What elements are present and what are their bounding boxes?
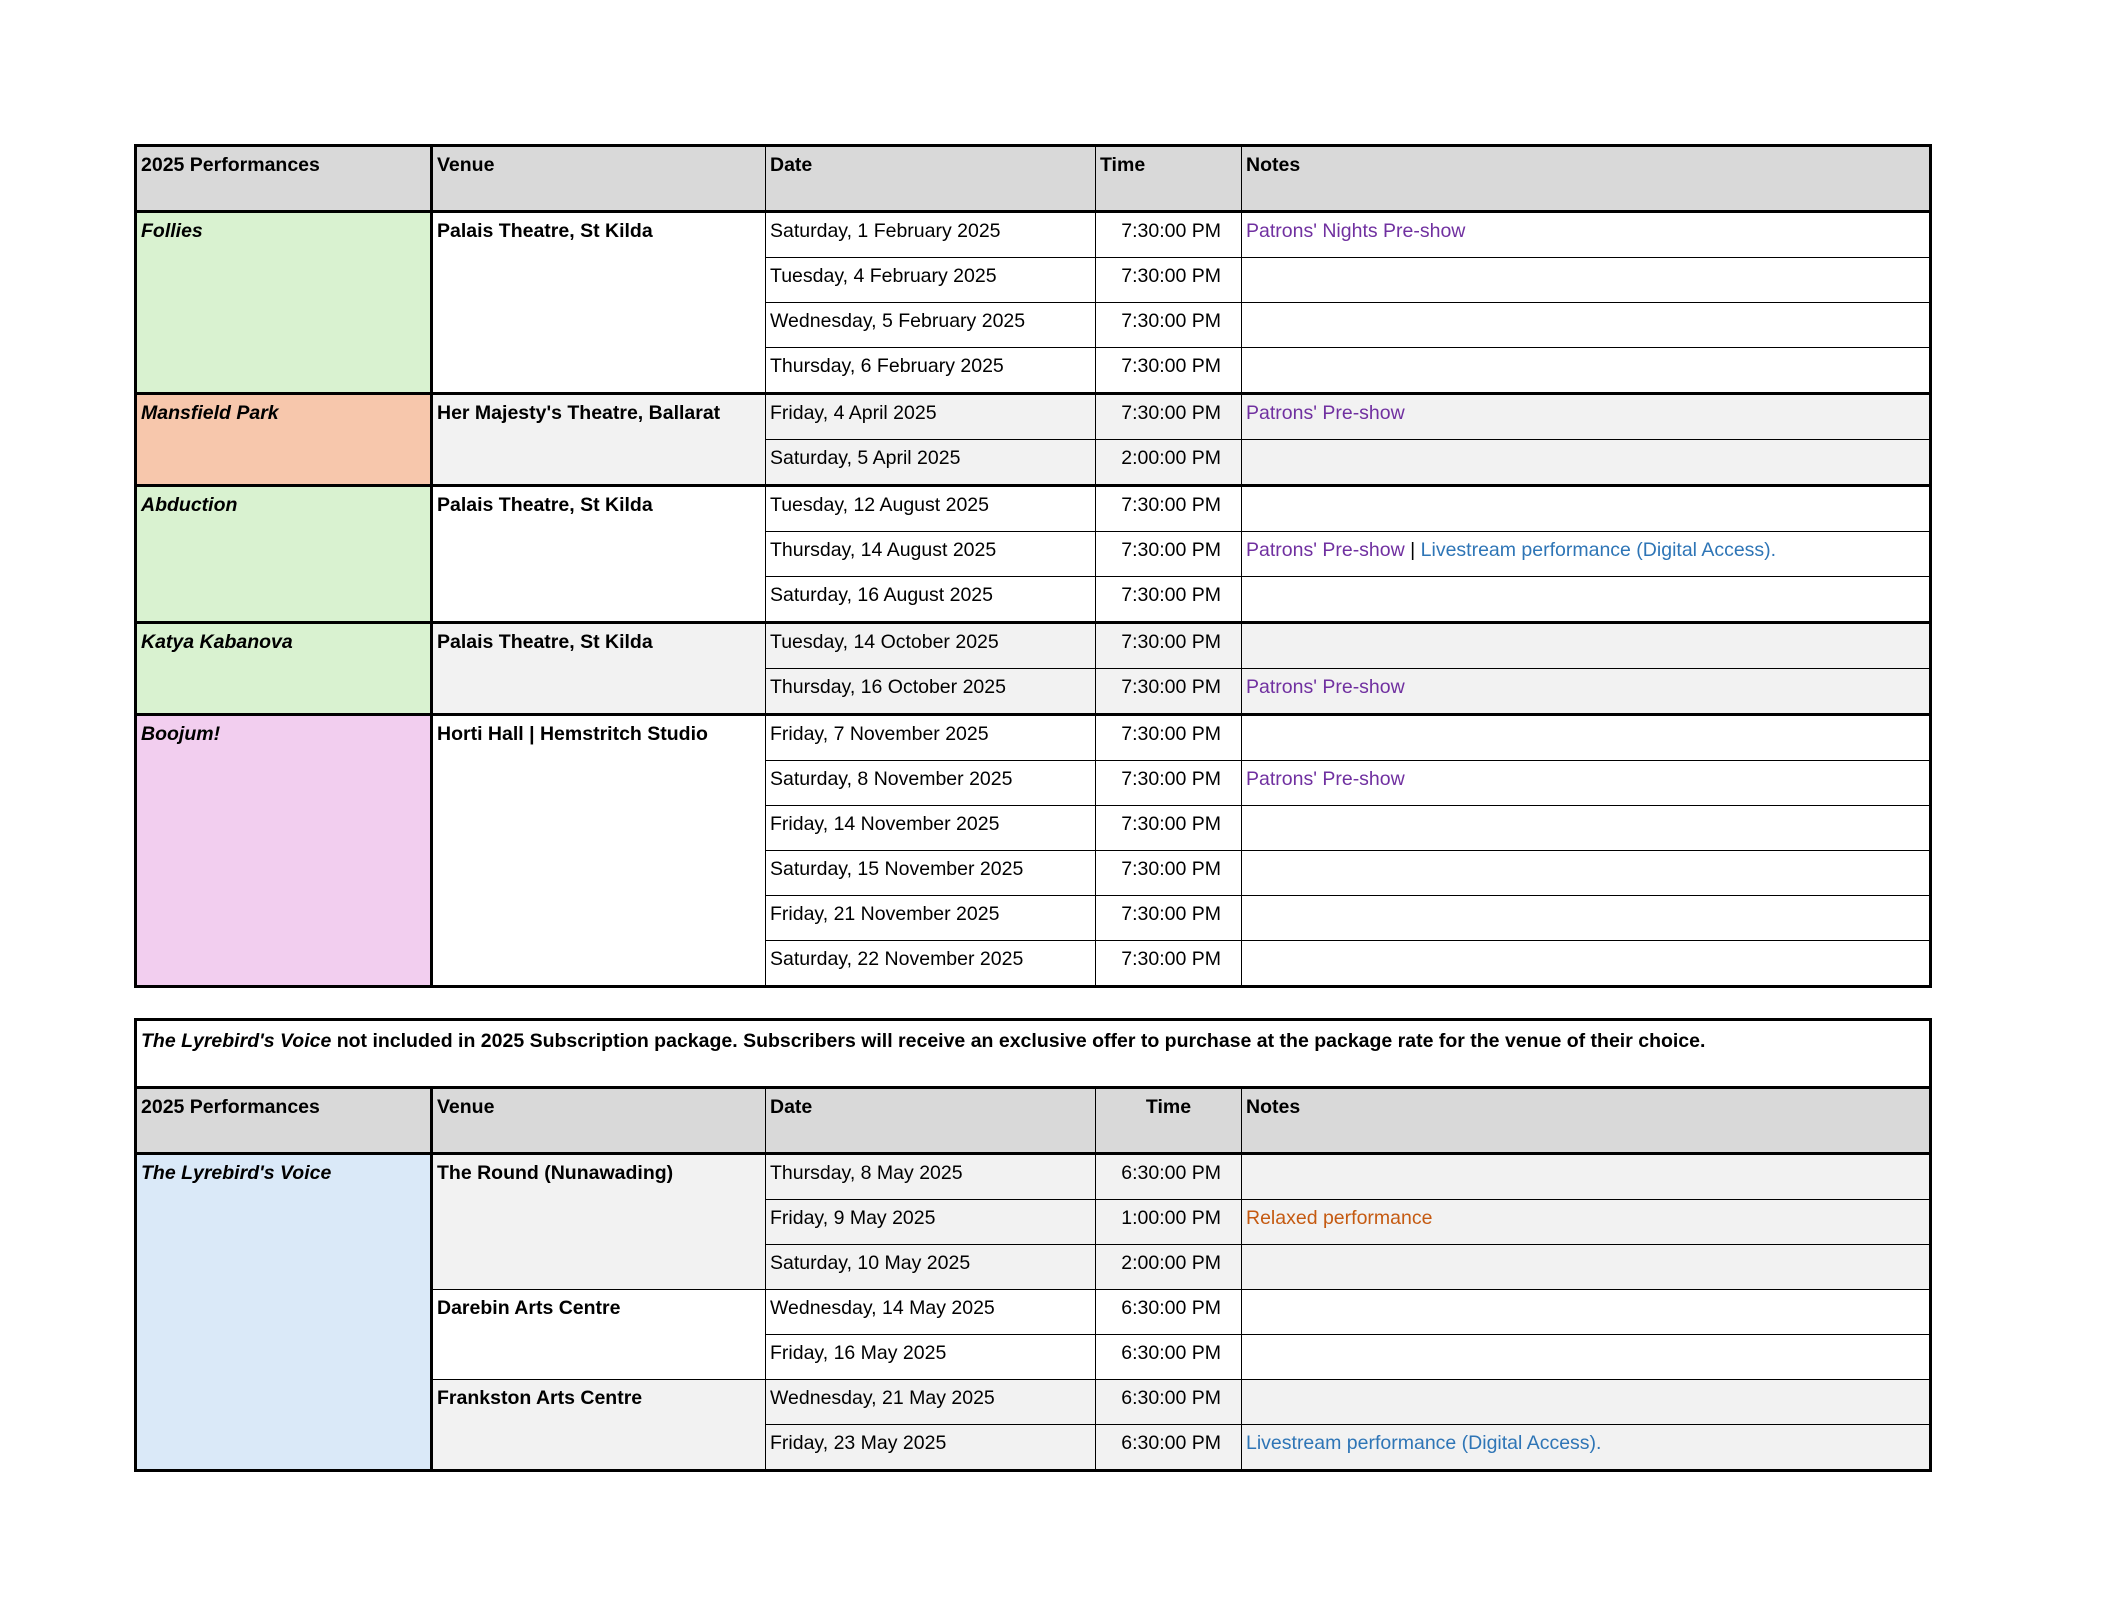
notes-cell: [1242, 851, 1931, 896]
time-cell: 7:30:00 PM: [1096, 715, 1242, 761]
production-title: Abduction: [136, 486, 432, 623]
time-cell: 6:30:00 PM: [1096, 1380, 1242, 1425]
header-production: 2025 Performances: [136, 146, 432, 212]
notes-cell: [1242, 806, 1931, 851]
table-header-row: [136, 1088, 1931, 1154]
time-cell: 7:30:00 PM: [1096, 577, 1242, 623]
date-cell: Tuesday, 4 February 2025: [766, 258, 1096, 303]
notes-cell: [1242, 669, 1931, 715]
date-cell: Saturday, 22 November 2025: [766, 941, 1096, 987]
patrons-note: Patrons' Pre-show: [1246, 539, 1405, 561]
notes-cell: [1242, 1154, 1931, 1200]
livestream-note: Livestream performance (Digital Access).: [1246, 1432, 1602, 1454]
time-cell: 7:30:00 PM: [1096, 669, 1242, 715]
time-cell: 1:00:00 PM: [1096, 1200, 1242, 1245]
production-title: Follies: [136, 212, 432, 394]
time-cell: 7:30:00 PM: [1096, 394, 1242, 440]
time-cell: 7:30:00 PM: [1096, 896, 1242, 941]
time-cell: 7:30:00 PM: [1096, 851, 1242, 896]
patrons-note: Patrons' Nights Pre-show: [1246, 220, 1466, 242]
notes-cell: [1242, 623, 1931, 669]
date-cell: Friday, 23 May 2025: [766, 1425, 1096, 1471]
header-production: 2025 Performances: [136, 1088, 432, 1154]
date-cell: Friday, 14 November 2025: [766, 806, 1096, 851]
date-cell: Saturday, 8 November 2025: [766, 761, 1096, 806]
venue-name: Frankston Arts Centre: [432, 1380, 766, 1471]
notes-cell: [1242, 212, 1931, 258]
subscription-note-text: not included in 2025 Subscription package. Subscribers will receive an exclusive offer to purchase at the package rate for the venue of their choice.: [331, 1030, 1706, 1052]
table-header-row: [136, 146, 1931, 212]
production-title: The Lyrebird's Voice: [136, 1154, 432, 1471]
date-cell: Saturday, 15 November 2025: [766, 851, 1096, 896]
subscription-note-title: The Lyrebird's Voice: [141, 1030, 332, 1052]
relaxed-note: Relaxed performance: [1246, 1207, 1433, 1229]
table-row: [136, 623, 1931, 669]
time-cell: 2:00:00 PM: [1096, 1245, 1242, 1290]
venue-name: Palais Theatre, St Kilda: [432, 486, 766, 623]
notes-cell: [1242, 394, 1931, 440]
notes-cell: [1242, 941, 1931, 987]
notes-cell: [1242, 577, 1931, 623]
date-cell: Wednesday, 5 February 2025: [766, 303, 1096, 348]
time-cell: 7:30:00 PM: [1096, 212, 1242, 258]
time-cell: 6:30:00 PM: [1096, 1335, 1242, 1380]
date-cell: Thursday, 8 May 2025: [766, 1154, 1096, 1200]
lyrebird-table: [134, 1018, 1932, 1472]
header-time: Time: [1096, 1088, 1242, 1154]
lyrebird-table-body: [136, 1020, 1931, 1471]
header-notes: Notes: [1242, 1088, 1931, 1154]
time-cell: 7:30:00 PM: [1096, 348, 1242, 394]
patrons-note: Patrons' Pre-show: [1246, 676, 1405, 698]
date-cell: Thursday, 16 October 2025: [766, 669, 1096, 715]
venue-name: Palais Theatre, St Kilda: [432, 212, 766, 394]
patrons-note: Patrons' Pre-show: [1246, 768, 1405, 790]
date-cell: Tuesday, 12 August 2025: [766, 486, 1096, 532]
date-cell: Thursday, 6 February 2025: [766, 348, 1096, 394]
notes-cell: [1242, 1200, 1931, 1245]
time-cell: 7:30:00 PM: [1096, 806, 1242, 851]
header-notes: Notes: [1242, 146, 1931, 212]
notes-cell: [1242, 532, 1931, 577]
time-cell: 7:30:00 PM: [1096, 941, 1242, 987]
time-cell: 2:00:00 PM: [1096, 440, 1242, 486]
performances-table-body: [136, 146, 1931, 987]
notes-cell: [1242, 715, 1931, 761]
date-cell: Saturday, 1 February 2025: [766, 212, 1096, 258]
header-venue: Venue: [432, 1088, 766, 1154]
table-row: [136, 1154, 1931, 1200]
time-cell: 6:30:00 PM: [1096, 1154, 1242, 1200]
time-cell: 7:30:00 PM: [1096, 486, 1242, 532]
notes-cell: [1242, 303, 1931, 348]
table-row: [136, 212, 1931, 258]
subscription-note-row: [136, 1020, 1931, 1088]
date-cell: Friday, 21 November 2025: [766, 896, 1096, 941]
date-cell: Saturday, 10 May 2025: [766, 1245, 1096, 1290]
date-cell: Thursday, 14 August 2025: [766, 532, 1096, 577]
notes-cell: [1242, 440, 1931, 486]
time-cell: 7:30:00 PM: [1096, 761, 1242, 806]
notes-cell: [1242, 486, 1931, 532]
time-cell: 7:30:00 PM: [1096, 258, 1242, 303]
header-time: Time: [1096, 146, 1242, 212]
venue-name: Palais Theatre, St Kilda: [432, 623, 766, 715]
production-title: Katya Kabanova: [136, 623, 432, 715]
table-row: [136, 486, 1931, 532]
table-row: [136, 394, 1931, 440]
subscription-note: [136, 1020, 1931, 1088]
table-row: [136, 715, 1931, 761]
header-date: Date: [766, 146, 1096, 212]
time-cell: 7:30:00 PM: [1096, 623, 1242, 669]
notes-cell: [1242, 1245, 1931, 1290]
time-cell: 6:30:00 PM: [1096, 1425, 1242, 1471]
notes-cell: [1242, 1290, 1931, 1335]
date-cell: Wednesday, 21 May 2025: [766, 1380, 1096, 1425]
venue-name: Darebin Arts Centre: [432, 1290, 766, 1380]
note-separator: |: [1410, 539, 1416, 561]
header-date: Date: [766, 1088, 1096, 1154]
date-cell: Friday, 7 November 2025: [766, 715, 1096, 761]
venue-name: The Round (Nunawading): [432, 1154, 766, 1290]
notes-cell: [1242, 348, 1931, 394]
notes-cell: [1242, 761, 1931, 806]
date-cell: Friday, 4 April 2025: [766, 394, 1096, 440]
date-cell: Saturday, 16 August 2025: [766, 577, 1096, 623]
time-cell: 6:30:00 PM: [1096, 1290, 1242, 1335]
performances-table: [134, 144, 1932, 988]
date-cell: Friday, 9 May 2025: [766, 1200, 1096, 1245]
header-venue: Venue: [432, 146, 766, 212]
production-title: Mansfield Park: [136, 394, 432, 486]
livestream-note: Livestream performance (Digital Access).: [1420, 539, 1777, 561]
date-cell: Tuesday, 14 October 2025: [766, 623, 1096, 669]
notes-cell: [1242, 1335, 1931, 1380]
notes-cell: [1242, 896, 1931, 941]
venue-name: Horti Hall | Hemstritch Studio: [432, 715, 766, 987]
production-title: Boojum!: [136, 715, 432, 987]
patrons-note: Patrons' Pre-show: [1246, 402, 1405, 424]
date-cell: Wednesday, 14 May 2025: [766, 1290, 1096, 1335]
venue-name: Her Majesty's Theatre, Ballarat: [432, 394, 766, 486]
date-cell: Saturday, 5 April 2025: [766, 440, 1096, 486]
date-cell: Friday, 16 May 2025: [766, 1335, 1096, 1380]
notes-cell: [1242, 258, 1931, 303]
time-cell: 7:30:00 PM: [1096, 532, 1242, 577]
notes-cell: [1242, 1380, 1931, 1425]
notes-cell: [1242, 1425, 1931, 1471]
time-cell: 7:30:00 PM: [1096, 303, 1242, 348]
